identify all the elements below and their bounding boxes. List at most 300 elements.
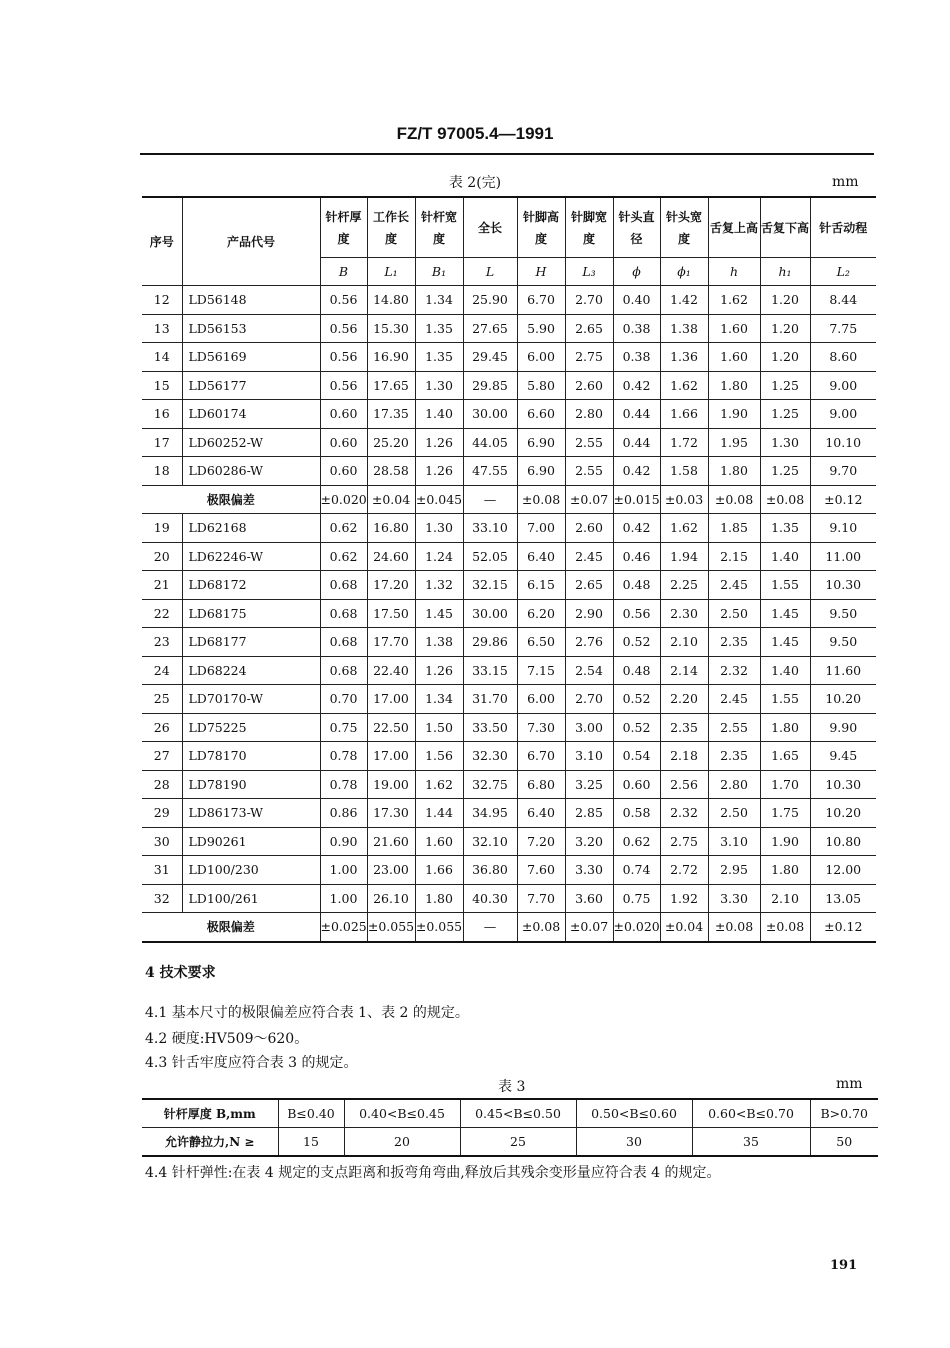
table-cell: 1.62 <box>660 371 708 400</box>
table-cell: 0.68 <box>320 571 367 600</box>
table3-cell: 0.60<B≤0.70 <box>692 1099 810 1128</box>
table-cell: 6.70 <box>517 742 565 771</box>
table3-row-thickness <box>142 1099 878 1128</box>
table-cell: 6.20 <box>517 599 565 628</box>
table-cell: 2.70 <box>565 685 613 714</box>
table-cell: 11.00 <box>810 542 876 571</box>
table-cell: 0.44 <box>613 428 660 457</box>
table-cell: 15.30 <box>367 314 415 343</box>
tolerance-label: 极限偏差 <box>142 485 320 514</box>
table3-cell: B>0.70 <box>810 1099 878 1128</box>
table-row <box>142 400 876 429</box>
table-cell: 24 <box>142 656 182 685</box>
table-cell: 2.55 <box>565 457 613 486</box>
table-cell: 1.26 <box>415 428 463 457</box>
table-cell: 1.62 <box>708 286 760 315</box>
table-cell: 0.70 <box>320 685 367 714</box>
table-cell: 0.42 <box>613 457 660 486</box>
table-cell: 5.90 <box>517 314 565 343</box>
table-cell: 1.40 <box>415 400 463 429</box>
table3-cell: 0.40<B≤0.45 <box>344 1099 460 1128</box>
table-cell: 0.56 <box>320 314 367 343</box>
table-row <box>142 827 876 856</box>
table3-unit: mm <box>836 1076 863 1092</box>
table-cell: 1.56 <box>415 742 463 771</box>
table-cell: LD60252-W <box>182 428 320 457</box>
table-cell: 31.70 <box>463 685 517 714</box>
table-cell: 2.50 <box>708 799 760 828</box>
table-cell: 2.45 <box>565 542 613 571</box>
table-cell: 0.42 <box>613 514 660 543</box>
section-4-heading: 4 技术要求 <box>145 965 216 981</box>
table-cell: 7.30 <box>517 713 565 742</box>
clause-4-1: 4.1 基本尺寸的极限偏差应符合表 1、表 2 的规定。 <box>145 1005 469 1021</box>
tolerance-cell: — <box>463 913 517 942</box>
table-row <box>142 514 876 543</box>
table-cell: 16.80 <box>367 514 415 543</box>
table-cell: 10.80 <box>810 827 876 856</box>
header-rule <box>140 153 874 155</box>
tolerance-cell: ±0.12 <box>810 913 876 942</box>
clause-4-3: 4.3 针舌牢度应符合表 3 的规定。 <box>145 1055 358 1071</box>
table2-symbol-cell: L₃ <box>565 258 613 286</box>
table-cell: 0.56 <box>320 371 367 400</box>
table-cell: 1.35 <box>415 314 463 343</box>
tolerance-cell: ±0.04 <box>660 913 708 942</box>
table-cell: 7.70 <box>517 884 565 913</box>
table-cell: 1.30 <box>415 371 463 400</box>
table-cell: 52.05 <box>463 542 517 571</box>
table-cell: LD100/261 <box>182 884 320 913</box>
tolerance-cell: ±0.015 <box>613 485 660 514</box>
table-cell: 1.40 <box>760 542 810 571</box>
table-cell: LD56177 <box>182 371 320 400</box>
table-cell: 30.00 <box>463 599 517 628</box>
table-cell: 47.55 <box>463 457 517 486</box>
table-cell: 28.58 <box>367 457 415 486</box>
table-cell: 17.50 <box>367 599 415 628</box>
table-cell: 1.25 <box>760 371 810 400</box>
table-cell: 1.30 <box>415 514 463 543</box>
table-cell: 34.95 <box>463 799 517 828</box>
table-cell: 33.10 <box>463 514 517 543</box>
table2-symbol-cell: B <box>320 258 367 286</box>
table-cell: 3.10 <box>708 827 760 856</box>
table-cell: 0.60 <box>320 457 367 486</box>
tolerance-cell: ±0.08 <box>517 913 565 942</box>
table-cell: 29.85 <box>463 371 517 400</box>
table-cell: 2.95 <box>708 856 760 885</box>
table-cell: 1.60 <box>708 314 760 343</box>
tolerance-cell: ±0.04 <box>367 485 415 514</box>
table-cell: 2.55 <box>565 428 613 457</box>
tolerance-cell: ±0.08 <box>708 485 760 514</box>
table2-header-row <box>142 197 876 258</box>
table-cell: 17.65 <box>367 371 415 400</box>
table-row <box>142 685 876 714</box>
table2 <box>142 196 876 943</box>
tolerance-cell: ±0.045 <box>415 485 463 514</box>
clause-4-2: 4.2 硬度:HV509～620。 <box>145 1031 309 1047</box>
table-cell: 2.85 <box>565 799 613 828</box>
table-cell: 0.56 <box>320 343 367 372</box>
table-cell: 1.58 <box>660 457 708 486</box>
table-cell: 1.36 <box>660 343 708 372</box>
table2-symbol-cell: L₁ <box>367 258 415 286</box>
table-cell: 1.75 <box>760 799 810 828</box>
table-row <box>142 799 876 828</box>
table-cell: 10.20 <box>810 799 876 828</box>
table-cell: 0.62 <box>613 827 660 856</box>
page-number: 191 <box>830 1258 858 1273</box>
table-cell: 1.72 <box>660 428 708 457</box>
table-cell: 29 <box>142 799 182 828</box>
table-cell: LD56153 <box>182 314 320 343</box>
table-cell: 25.90 <box>463 286 517 315</box>
table-cell: 0.48 <box>613 571 660 600</box>
table-cell: 0.56 <box>613 599 660 628</box>
table-cell: 22.50 <box>367 713 415 742</box>
tolerance-row <box>142 913 876 942</box>
tolerance-cell: ±0.08 <box>708 913 760 942</box>
table-cell: 1.26 <box>415 656 463 685</box>
table-cell: 23.00 <box>367 856 415 885</box>
table-cell: 7.00 <box>517 514 565 543</box>
table-cell: 1.85 <box>708 514 760 543</box>
table-cell: 2.80 <box>708 770 760 799</box>
table-cell: 1.24 <box>415 542 463 571</box>
table-row <box>142 742 876 771</box>
table-cell: 22.40 <box>367 656 415 685</box>
table-cell: 23 <box>142 628 182 657</box>
table3-caption: 表 3 <box>498 1079 526 1095</box>
table-cell: 7.60 <box>517 856 565 885</box>
tolerance-cell: ±0.07 <box>565 913 613 942</box>
table2-symbol-cell: ϕ₁ <box>660 258 708 286</box>
table-cell: 2.35 <box>708 742 760 771</box>
table-cell: 13 <box>142 314 182 343</box>
table-cell: 24.60 <box>367 542 415 571</box>
table2-header-cell: 针脚高度 <box>517 197 565 258</box>
table-cell: 17 <box>142 428 182 457</box>
table-cell: 0.68 <box>320 628 367 657</box>
table-cell: 14.80 <box>367 286 415 315</box>
table-cell: LD100/230 <box>182 856 320 885</box>
table-cell: 1.30 <box>760 428 810 457</box>
table-cell: 10.30 <box>810 770 876 799</box>
table-cell: 20 <box>142 542 182 571</box>
table-cell: 32.15 <box>463 571 517 600</box>
table-row <box>142 856 876 885</box>
document-code: FZ/T 97005.4—1991 <box>396 124 554 143</box>
table-cell: 0.75 <box>320 713 367 742</box>
table-cell: 2.90 <box>565 599 613 628</box>
table-cell: 0.78 <box>320 742 367 771</box>
table-cell: 1.20 <box>760 286 810 315</box>
table-cell: 6.80 <box>517 770 565 799</box>
table-cell: 2.72 <box>660 856 708 885</box>
table-cell: LD68172 <box>182 571 320 600</box>
table-cell: 19.00 <box>367 770 415 799</box>
table-cell: 9.45 <box>810 742 876 771</box>
table-cell: 0.58 <box>613 799 660 828</box>
table-cell: 0.78 <box>320 770 367 799</box>
table-cell: 17.35 <box>367 400 415 429</box>
table2-header-cell: 工作长度 <box>367 197 415 258</box>
table3-cell: 允许静拉力,N ≥ <box>142 1128 278 1157</box>
table-cell: 17.30 <box>367 799 415 828</box>
table2-header-cell: 针杆宽度 <box>415 197 463 258</box>
table-cell: LD75225 <box>182 713 320 742</box>
table-cell: LD70170-W <box>182 685 320 714</box>
table3-cell: 20 <box>344 1128 460 1157</box>
table-cell: 30 <box>142 827 182 856</box>
table-row <box>142 656 876 685</box>
table2-symbol-cell: L₂ <box>810 258 876 286</box>
table-cell: 29.86 <box>463 628 517 657</box>
table-cell: 1.35 <box>415 343 463 372</box>
table2-header-cell: 产品代号 <box>182 197 320 286</box>
table-cell: 1.80 <box>760 856 810 885</box>
table-cell: 26 <box>142 713 182 742</box>
table-cell: 27.65 <box>463 314 517 343</box>
table2-body <box>142 286 876 942</box>
table-cell: 10.30 <box>810 571 876 600</box>
table3-cell: 针杆厚度 B,mm <box>142 1099 278 1128</box>
table-cell: 2.32 <box>660 799 708 828</box>
table-cell: 0.52 <box>613 628 660 657</box>
table-cell: 0.42 <box>613 371 660 400</box>
table-row <box>142 314 876 343</box>
table-cell: 1.25 <box>760 457 810 486</box>
table-row <box>142 286 876 315</box>
tolerance-cell: ±0.08 <box>760 913 810 942</box>
table-cell: 1.62 <box>660 514 708 543</box>
table-cell: 2.54 <box>565 656 613 685</box>
table-cell: 6.90 <box>517 457 565 486</box>
table2-header-cell: 序号 <box>142 197 182 286</box>
table-cell: 0.46 <box>613 542 660 571</box>
table-cell: 2.60 <box>565 514 613 543</box>
table3-cell: 15 <box>278 1128 344 1157</box>
clause-4-4: 4.4 针杆弹性:在表 4 规定的支点距离和扳弯角弯曲,释放后其残余变形量应符合表 4 的规定。 <box>145 1165 721 1181</box>
table-cell: LD68224 <box>182 656 320 685</box>
table-cell: 9.50 <box>810 599 876 628</box>
table-cell: LD56148 <box>182 286 320 315</box>
table-cell: 0.68 <box>320 599 367 628</box>
table2-header-cell: 舌复下高 <box>760 197 810 258</box>
table-cell: 0.62 <box>320 514 367 543</box>
table-cell: 8.44 <box>810 286 876 315</box>
table-cell: 1.40 <box>760 656 810 685</box>
table-cell: 28 <box>142 770 182 799</box>
tolerance-cell: ±0.08 <box>760 485 810 514</box>
table2-header-cell: 针舌动程 <box>810 197 876 258</box>
table-cell: 6.90 <box>517 428 565 457</box>
table-cell: 7.20 <box>517 827 565 856</box>
table-cell: 2.56 <box>660 770 708 799</box>
table-cell: 9.00 <box>810 371 876 400</box>
table-cell: 1.60 <box>708 343 760 372</box>
table2-header-cell: 针头直径 <box>613 197 660 258</box>
table-cell: 25.20 <box>367 428 415 457</box>
table-cell: 0.60 <box>613 770 660 799</box>
table-cell: 1.38 <box>415 628 463 657</box>
table-cell: 1.20 <box>760 314 810 343</box>
table-cell: 32.75 <box>463 770 517 799</box>
table2-header-cell: 针头宽度 <box>660 197 708 258</box>
table-cell: 10.20 <box>810 685 876 714</box>
table-cell: 33.15 <box>463 656 517 685</box>
table-cell: LD68175 <box>182 599 320 628</box>
table-cell: 1.44 <box>415 799 463 828</box>
table-cell: LD68177 <box>182 628 320 657</box>
table-cell: 1.65 <box>760 742 810 771</box>
table-cell: 2.65 <box>565 571 613 600</box>
table-cell: 2.75 <box>660 827 708 856</box>
tolerance-row <box>142 485 876 514</box>
tolerance-cell: ±0.055 <box>367 913 415 942</box>
table-cell: 0.38 <box>613 343 660 372</box>
table-cell: 1.95 <box>708 428 760 457</box>
table-cell: 2.65 <box>565 314 613 343</box>
table-cell: 0.90 <box>320 827 367 856</box>
table-cell: 32.30 <box>463 742 517 771</box>
table-row <box>142 628 876 657</box>
tolerance-cell: ±0.025 <box>320 913 367 942</box>
table-row <box>142 713 876 742</box>
table-cell: 6.50 <box>517 628 565 657</box>
table-cell: 1.50 <box>415 713 463 742</box>
table-cell: 2.76 <box>565 628 613 657</box>
table-cell: 17.20 <box>367 571 415 600</box>
table-cell: 1.45 <box>760 599 810 628</box>
table-cell: 21 <box>142 571 182 600</box>
table-cell: LD86173-W <box>182 799 320 828</box>
tolerance-cell: ±0.07 <box>565 485 613 514</box>
table-cell: 1.94 <box>660 542 708 571</box>
tolerance-cell: ±0.020 <box>613 913 660 942</box>
table3-row-force <box>142 1128 878 1157</box>
table-cell: 6.00 <box>517 685 565 714</box>
table-cell: 9.50 <box>810 628 876 657</box>
tolerance-cell: ±0.055 <box>415 913 463 942</box>
table-cell: 3.00 <box>565 713 613 742</box>
table-cell: 0.44 <box>613 400 660 429</box>
tolerance-cell: ±0.12 <box>810 485 876 514</box>
table-cell: 2.10 <box>660 628 708 657</box>
table-cell: 1.45 <box>415 599 463 628</box>
table2-header-cell: 针脚宽度 <box>565 197 613 258</box>
table-cell: LD78190 <box>182 770 320 799</box>
table-cell: 2.50 <box>708 599 760 628</box>
table-cell: LD62246-W <box>182 542 320 571</box>
table-cell: 1.80 <box>415 884 463 913</box>
table-cell: 3.60 <box>565 884 613 913</box>
table-cell: 2.14 <box>660 656 708 685</box>
table-cell: 11.60 <box>810 656 876 685</box>
table-cell: 31 <box>142 856 182 885</box>
table3-cell: 0.45<B≤0.50 <box>460 1099 576 1128</box>
table-cell: 1.38 <box>660 314 708 343</box>
table-cell: 1.80 <box>708 457 760 486</box>
table-cell: LD90261 <box>182 827 320 856</box>
table-cell: 9.10 <box>810 514 876 543</box>
table-cell: 0.52 <box>613 685 660 714</box>
table-cell: 9.90 <box>810 713 876 742</box>
table-cell: 3.20 <box>565 827 613 856</box>
table3-cell: 35 <box>692 1128 810 1157</box>
table-cell: 2.80 <box>565 400 613 429</box>
table-cell: 2.10 <box>760 884 810 913</box>
table2-symbol-cell: L <box>463 258 517 286</box>
table2-symbol-cell: ϕ <box>613 258 660 286</box>
table2-header-cell: 针杆厚度 <box>320 197 367 258</box>
table-row <box>142 884 876 913</box>
table-cell: 16.90 <box>367 343 415 372</box>
table-cell: 1.70 <box>760 770 810 799</box>
table-cell: 1.92 <box>660 884 708 913</box>
table-cell: 1.25 <box>760 400 810 429</box>
table-cell: 0.75 <box>613 884 660 913</box>
table-cell: 2.70 <box>565 286 613 315</box>
tolerance-cell: ±0.020 <box>320 485 367 514</box>
table-cell: 1.66 <box>415 856 463 885</box>
table2-symbol-cell: h <box>708 258 760 286</box>
table-row <box>142 428 876 457</box>
table-cell: 1.00 <box>320 856 367 885</box>
table-cell: 2.55 <box>708 713 760 742</box>
table-cell: LD78170 <box>182 742 320 771</box>
table-cell: 2.45 <box>708 685 760 714</box>
table2-symbol-cell: H <box>517 258 565 286</box>
table-cell: 21.60 <box>367 827 415 856</box>
table-cell: 1.66 <box>660 400 708 429</box>
table-cell: 44.05 <box>463 428 517 457</box>
table-cell: 2.60 <box>565 371 613 400</box>
table-cell: 6.15 <box>517 571 565 600</box>
table-cell: 3.25 <box>565 770 613 799</box>
table-cell: 30.00 <box>463 400 517 429</box>
table-cell: 12.00 <box>810 856 876 885</box>
table-cell: 2.20 <box>660 685 708 714</box>
table-cell: 1.00 <box>320 884 367 913</box>
table-cell: 0.60 <box>320 428 367 457</box>
table2-header-cell: 舌复上高 <box>708 197 760 258</box>
table-cell: 33.50 <box>463 713 517 742</box>
table3-cell: 50 <box>810 1128 878 1157</box>
table3-cell: B≤0.40 <box>278 1099 344 1128</box>
table-cell: 0.62 <box>320 542 367 571</box>
table-cell: 3.30 <box>565 856 613 885</box>
table-cell: LD56169 <box>182 343 320 372</box>
table-cell: 1.20 <box>760 343 810 372</box>
table-cell: 9.70 <box>810 457 876 486</box>
table2-symbol-cell: B₁ <box>415 258 463 286</box>
table-row <box>142 770 876 799</box>
tolerance-cell: ±0.03 <box>660 485 708 514</box>
table-cell: 22 <box>142 599 182 628</box>
table-cell: 0.52 <box>613 713 660 742</box>
tolerance-cell: — <box>463 485 517 514</box>
table3-cell: 30 <box>576 1128 692 1157</box>
table-cell: 40.30 <box>463 884 517 913</box>
table-cell: 19 <box>142 514 182 543</box>
table-cell: 6.60 <box>517 400 565 429</box>
table-cell: 1.80 <box>760 713 810 742</box>
table2-header-cell: 全长 <box>463 197 517 258</box>
table-cell: 17.70 <box>367 628 415 657</box>
